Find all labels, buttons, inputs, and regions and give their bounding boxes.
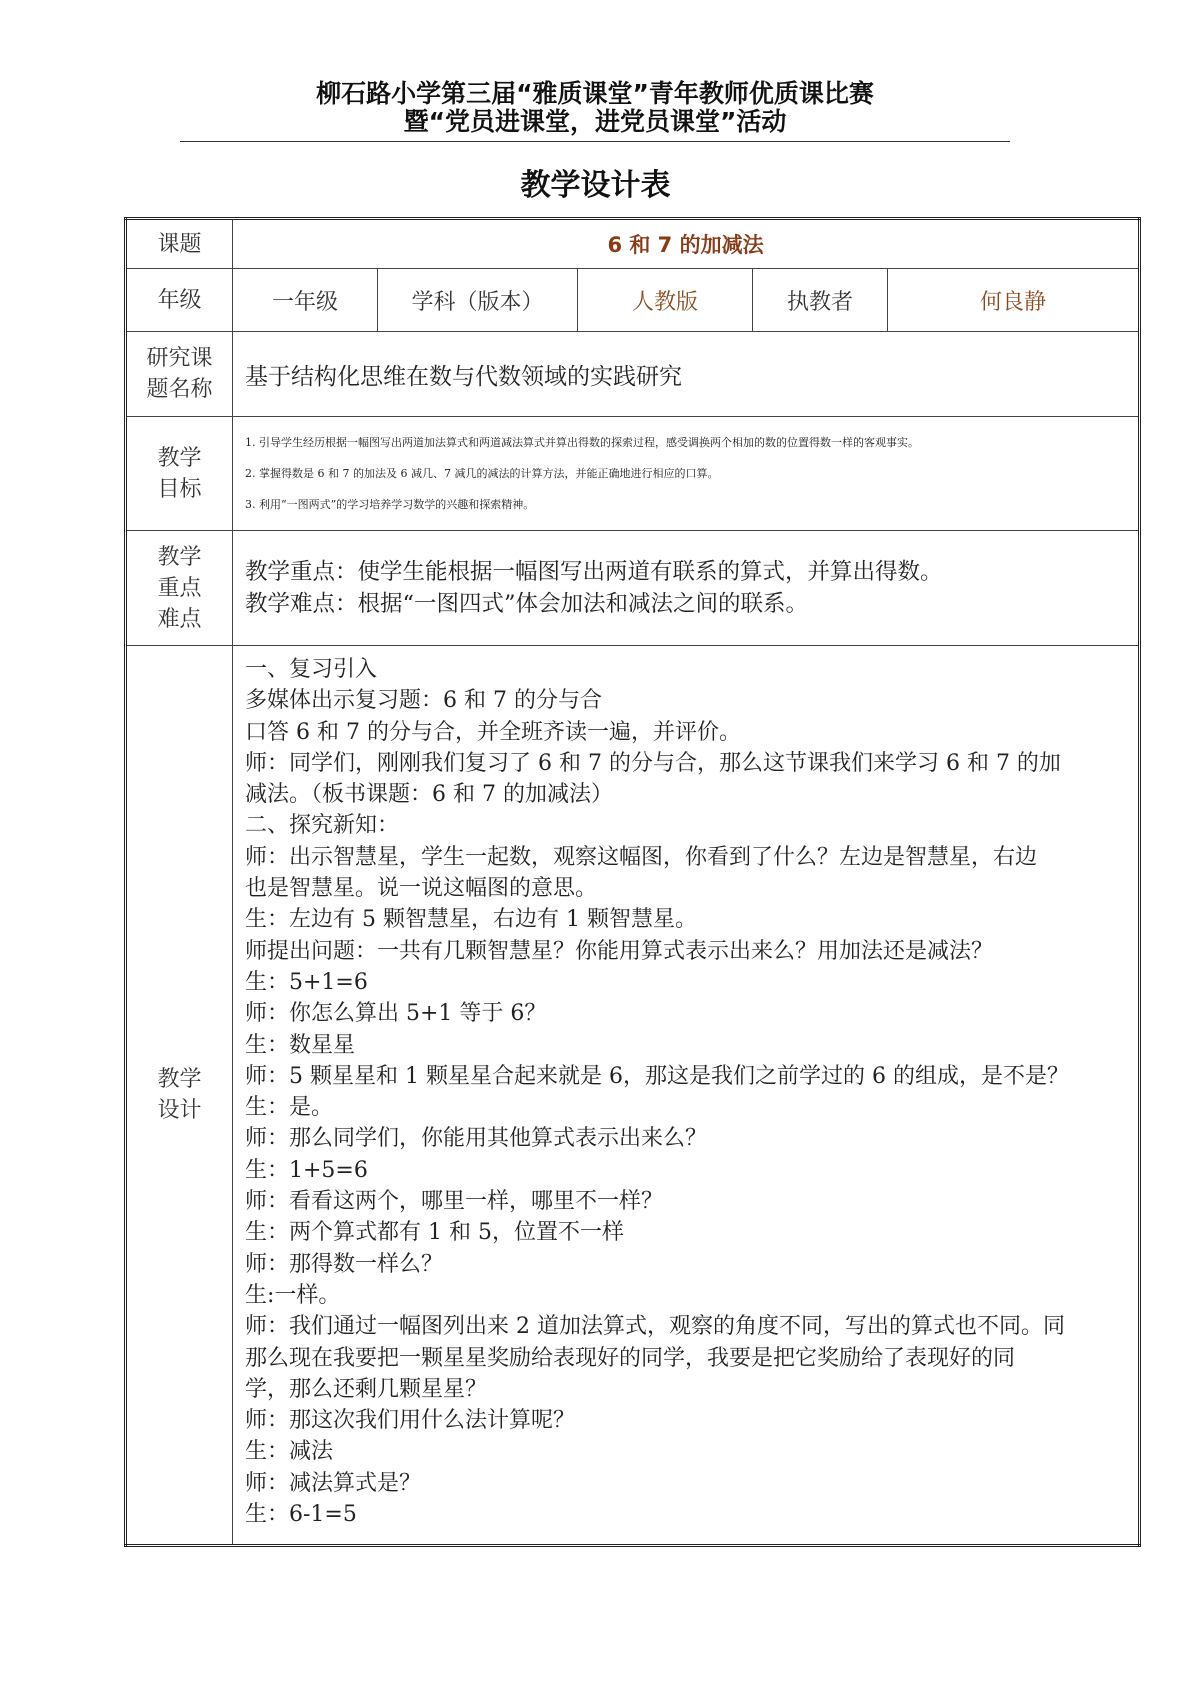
grade-value: 一年级	[233, 269, 378, 332]
design-line: 生：6-1=5	[245, 1502, 357, 1528]
header-line-1: 柳石路小学第三届“雅质课堂”青年教师优质课比赛	[316, 79, 874, 108]
design-line: 师：那这次我们用什么法计算呢？	[245, 1408, 576, 1434]
design-line: 学，那么还剩几颗星星？	[245, 1376, 488, 1402]
design-line: 生：减法	[245, 1439, 334, 1465]
design-line: 二、探究新知：	[245, 813, 400, 839]
research-label-line-2: 题名称	[146, 377, 213, 402]
key-point-text: 教学重点：使学生能根据一幅图写出两道有联系的算式，并算出得数。	[245, 559, 943, 585]
design-line: 口答 6 和 7 的分与合，并全班齐读一遍，并评价。	[245, 719, 741, 745]
design-line: 师：那得数一样么？	[245, 1251, 444, 1277]
design-line: 也是智慧星。说一说这幅图的意思。	[245, 876, 598, 902]
subject-value: 人教版	[578, 269, 753, 332]
design-line: 生：左边有 5 颗智慧星，右边有 1 颗智慧星。	[245, 907, 697, 933]
design-line: 多媒体出示复习题：6 和 7 的分与合	[245, 688, 602, 714]
lesson-design-table	[124, 217, 1141, 1547]
subject-label: 学科（版本）	[378, 269, 578, 332]
keypoints-row	[126, 531, 1140, 646]
design-line: 生：1+5=6	[245, 1157, 368, 1183]
design-line: 生：数星星	[245, 1032, 356, 1058]
goals-label-line-1: 教学	[157, 445, 202, 471]
goals-list	[233, 417, 1140, 531]
design-line: 师：你怎么算出 5+1 等于 6？	[245, 1001, 547, 1027]
grade-label: 年级	[126, 269, 233, 332]
goals-label-line-2: 目标	[157, 476, 202, 502]
grade-row	[126, 269, 1140, 332]
design-line: 生：5+1=6	[245, 969, 368, 995]
header-line-2: 暨“党员进课堂，进党员课堂”活动	[403, 107, 787, 136]
keypoints-content	[233, 531, 1140, 646]
design-line: 生：是。	[245, 1095, 334, 1121]
design-line: 师：那么同学们，你能用其他算式表示出来么？	[245, 1126, 708, 1152]
design-row	[126, 646, 1140, 1546]
teacher-label: 执教者	[753, 269, 888, 332]
research-label-line-1: 研究课	[146, 346, 213, 371]
teacher-value: 何良静	[888, 269, 1140, 332]
design-line: 生：两个算式都有 1 和 5，位置不一样	[245, 1220, 624, 1246]
design-line: 师：同学们，刚刚我们复习了 6 和 7 的分与合，那么这节课我们来学习 6 和 7 的加	[245, 750, 1061, 776]
research-label	[126, 332, 233, 417]
design-line: 减法。（板书课题：6 和 7 的加减法）	[245, 782, 613, 808]
research-row	[126, 332, 1140, 417]
difficult-point-text: 教学难点：根据“一图四式”体会加法和减法之间的联系。	[245, 591, 809, 617]
keypoints-label-line-2: 重点	[157, 575, 202, 601]
design-line: 一、复习引入	[245, 657, 378, 682]
design-line: 生:一样。	[245, 1282, 341, 1308]
design-line: 师：5 颗星星和 1 颗星星合起来就是 6，那这是我们之前学过的 6 的组成，是不是？	[245, 1063, 1069, 1089]
keypoints-label-line-1: 教学	[157, 544, 202, 570]
design-label-line-2: 设计	[157, 1098, 202, 1123]
research-value: 基于结构化思维在数与代数领域的实践研究	[233, 332, 1140, 417]
design-label-line-1: 教学	[157, 1067, 202, 1092]
design-label	[126, 646, 233, 1546]
keypoints-label	[126, 531, 233, 646]
topic-label: 课题	[126, 219, 233, 269]
goal-item: 3. 利用“一图两式”的学习培养学习数学的兴趣和探索精神。	[245, 498, 535, 511]
goals-row	[126, 417, 1140, 531]
goal-item: 2. 掌握得数是 6 和 7 的加法及 6 减几、7 减几的减法的计算方法，并能正确地进行相应的口算。	[245, 467, 719, 480]
keypoints-label-line-3: 难点	[157, 606, 202, 632]
design-line: 师：看看这两个，哪里一样，哪里不一样？	[245, 1189, 664, 1215]
header-divider	[180, 141, 1010, 142]
design-line: 师提出问题：一共有几颗智慧星？你能用算式表示出来么？用加法还是减法？	[245, 938, 994, 964]
topic-value: 6 和 7 的加减法	[233, 219, 1140, 269]
topic-row	[126, 219, 1140, 269]
page-header	[180, 80, 1010, 136]
design-line: 那么现在我要把一颗星星奖励给表现好的同学，我要是把它奖励给了表现好的同	[245, 1345, 1016, 1371]
goals-label	[126, 417, 233, 531]
design-line: 师：我们通过一幅图列出来 2 道加法算式，观察的角度不同，写出的算式也不同。同	[245, 1314, 1065, 1340]
design-line: 师：出示智慧星，学生一起数，观察这幅图，你看到了什么？左边是智慧星，右边	[245, 844, 1038, 870]
document-title: 教学设计表	[520, 168, 671, 203]
goal-item: 1. 引导学生经历根据一幅图写出两道加法算式和两道减法算式并算出得数的探索过程，感受调换两个相加的数的位置得数一样的客观事实。	[245, 436, 919, 449]
design-line: 师：减法算式是？	[245, 1470, 422, 1496]
design-content	[233, 646, 1140, 1546]
